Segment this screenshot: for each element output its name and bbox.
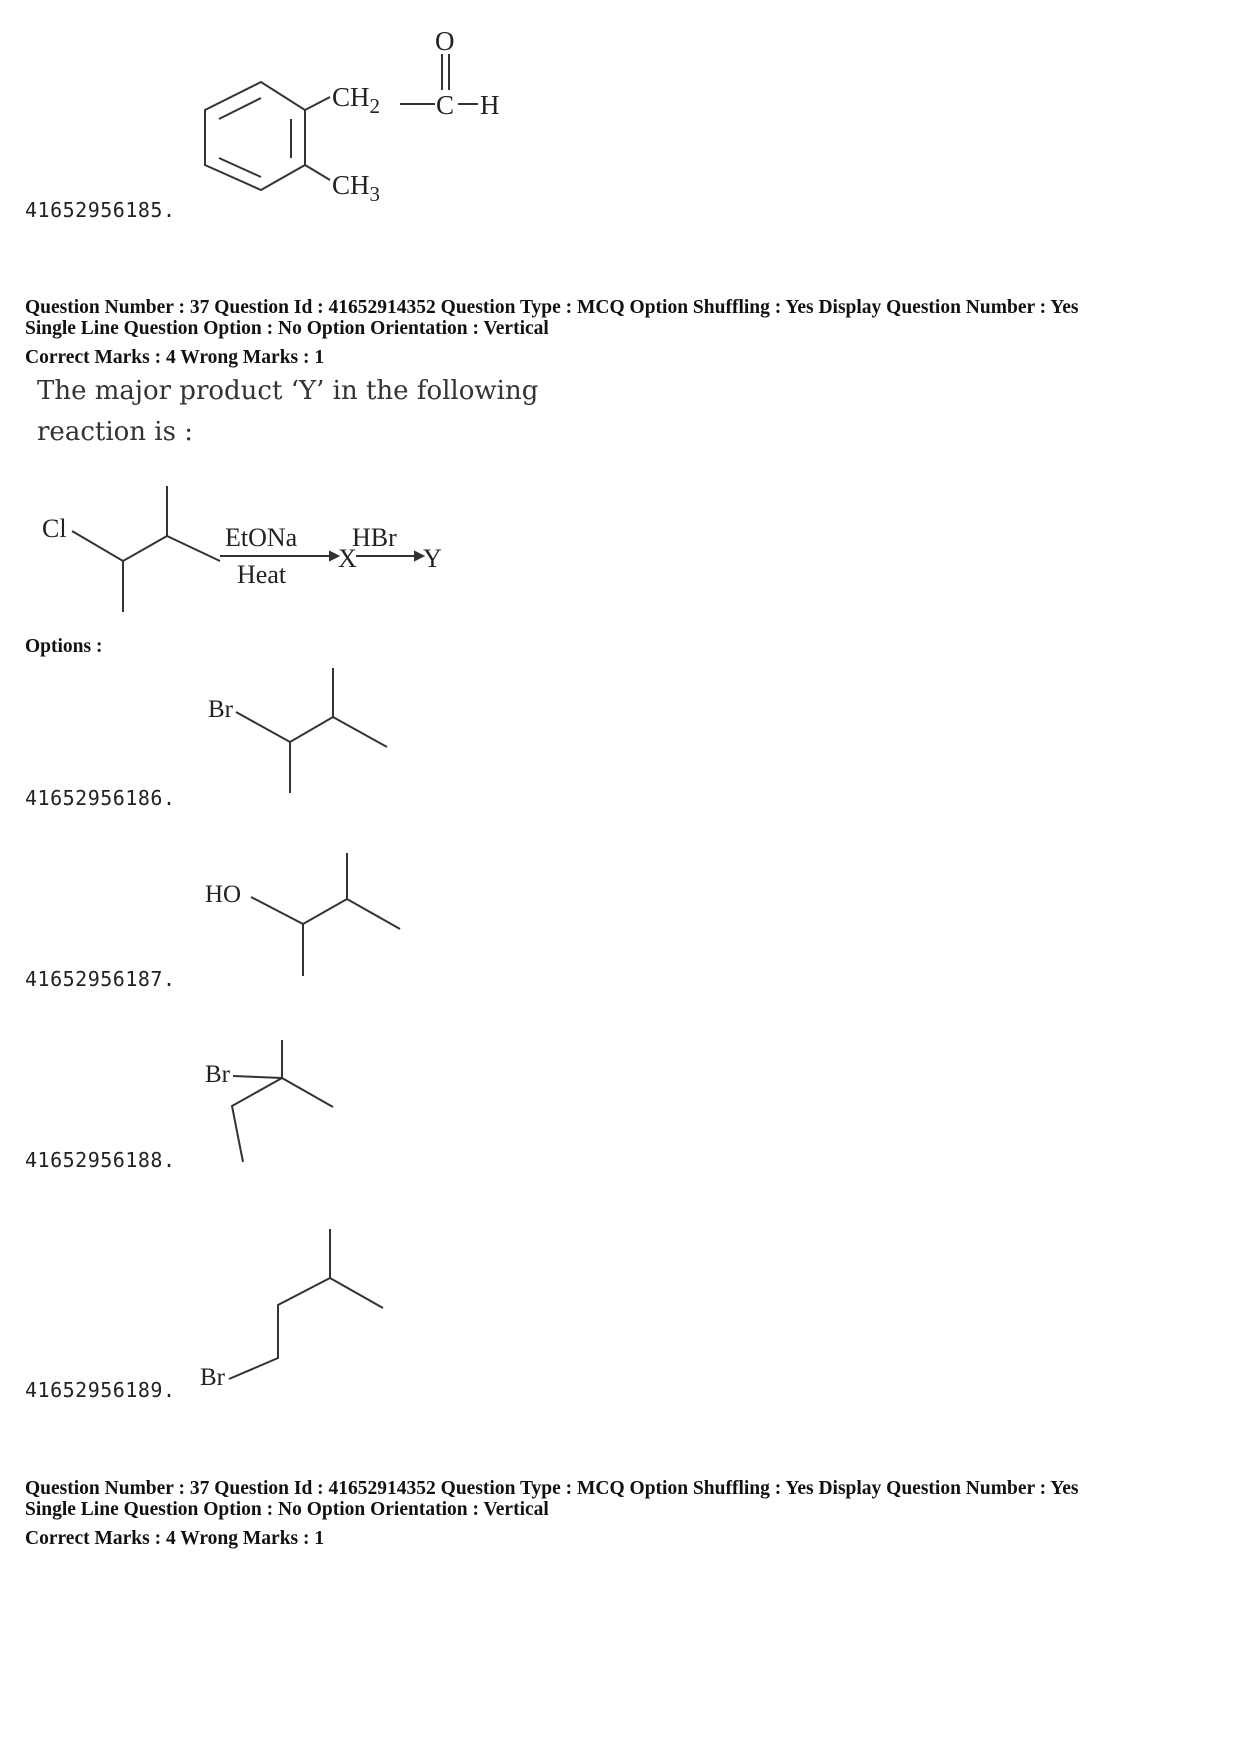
chloro-label: Cl <box>42 514 67 543</box>
reactant-skeleton <box>72 531 220 561</box>
option-2-id: 41652956187. <box>25 967 176 991</box>
bromo-label: Br <box>200 1364 225 1391</box>
hydrogen-label: H <box>480 90 500 120</box>
reagent-2: HBr <box>352 523 397 552</box>
option-1-id: 41652956186. <box>25 786 176 810</box>
ch2-label: $CH_2$ <box>332 82 381 118</box>
question-text-line-2: reaction is : <box>37 417 193 447</box>
oxygen-label: O <box>435 26 455 56</box>
aldehyde-structure <box>190 22 530 222</box>
question-meta-2: Single Line Question Option : No Option Orientation : Vertical <box>25 318 549 339</box>
bond <box>305 165 330 180</box>
question-text-line-1: The major product ‘Y’ in the following <box>37 376 539 406</box>
arrow-head <box>330 552 338 560</box>
question-meta: Question Number : 37 Question Id : 41652914352 Question Type : MCQ Option Shuffling : Yes Display Question Number : Yes <box>25 297 1079 318</box>
reagent-top: EtONa <box>225 523 298 552</box>
next-question-meta: Question Number : 37 Question Id : 41652914352 Question Type : MCQ Option Shuffling : Yes Display Question Number : Yes <box>25 1478 1079 1499</box>
skeleton <box>232 1078 282 1162</box>
option-3-id: 41652956188. <box>25 1148 176 1172</box>
arrow-head <box>415 552 423 560</box>
option-4-structure[interactable] <box>195 1215 395 1405</box>
option-3-structure[interactable] <box>200 1035 350 1170</box>
intermediate-label: X <box>338 544 357 573</box>
skeleton <box>251 897 400 929</box>
options-heading: Options : <box>25 636 103 657</box>
hydroxy-label: HO <box>205 881 242 908</box>
option-1-structure[interactable] <box>200 665 400 805</box>
bond <box>282 1078 333 1107</box>
reaction-scheme <box>30 475 460 615</box>
bromo-label: Br <box>205 1061 230 1088</box>
bromo-label: Br <box>208 696 233 723</box>
ch3-label: $CH_3$ <box>332 170 381 206</box>
carbon-label: C <box>436 90 455 120</box>
bond <box>233 1076 282 1078</box>
bond <box>305 97 330 110</box>
option-2-structure[interactable] <box>200 853 410 993</box>
option-4-id: 41652956189. <box>25 1378 176 1402</box>
product-label: Y <box>423 544 442 573</box>
question-marks: Correct Marks : 4 Wrong Marks : 1 <box>25 347 325 368</box>
ring-double-bond <box>219 98 261 119</box>
next-question-meta-2: Single Line Question Option : No Option Orientation : Vertical <box>25 1499 549 1520</box>
skeleton <box>236 712 387 747</box>
option-id: 41652956185. <box>25 198 176 222</box>
skeleton <box>229 1278 383 1379</box>
reagent-bottom: Heat <box>237 560 287 589</box>
next-question-marks: Correct Marks : 4 Wrong Marks : 1 <box>25 1528 325 1549</box>
